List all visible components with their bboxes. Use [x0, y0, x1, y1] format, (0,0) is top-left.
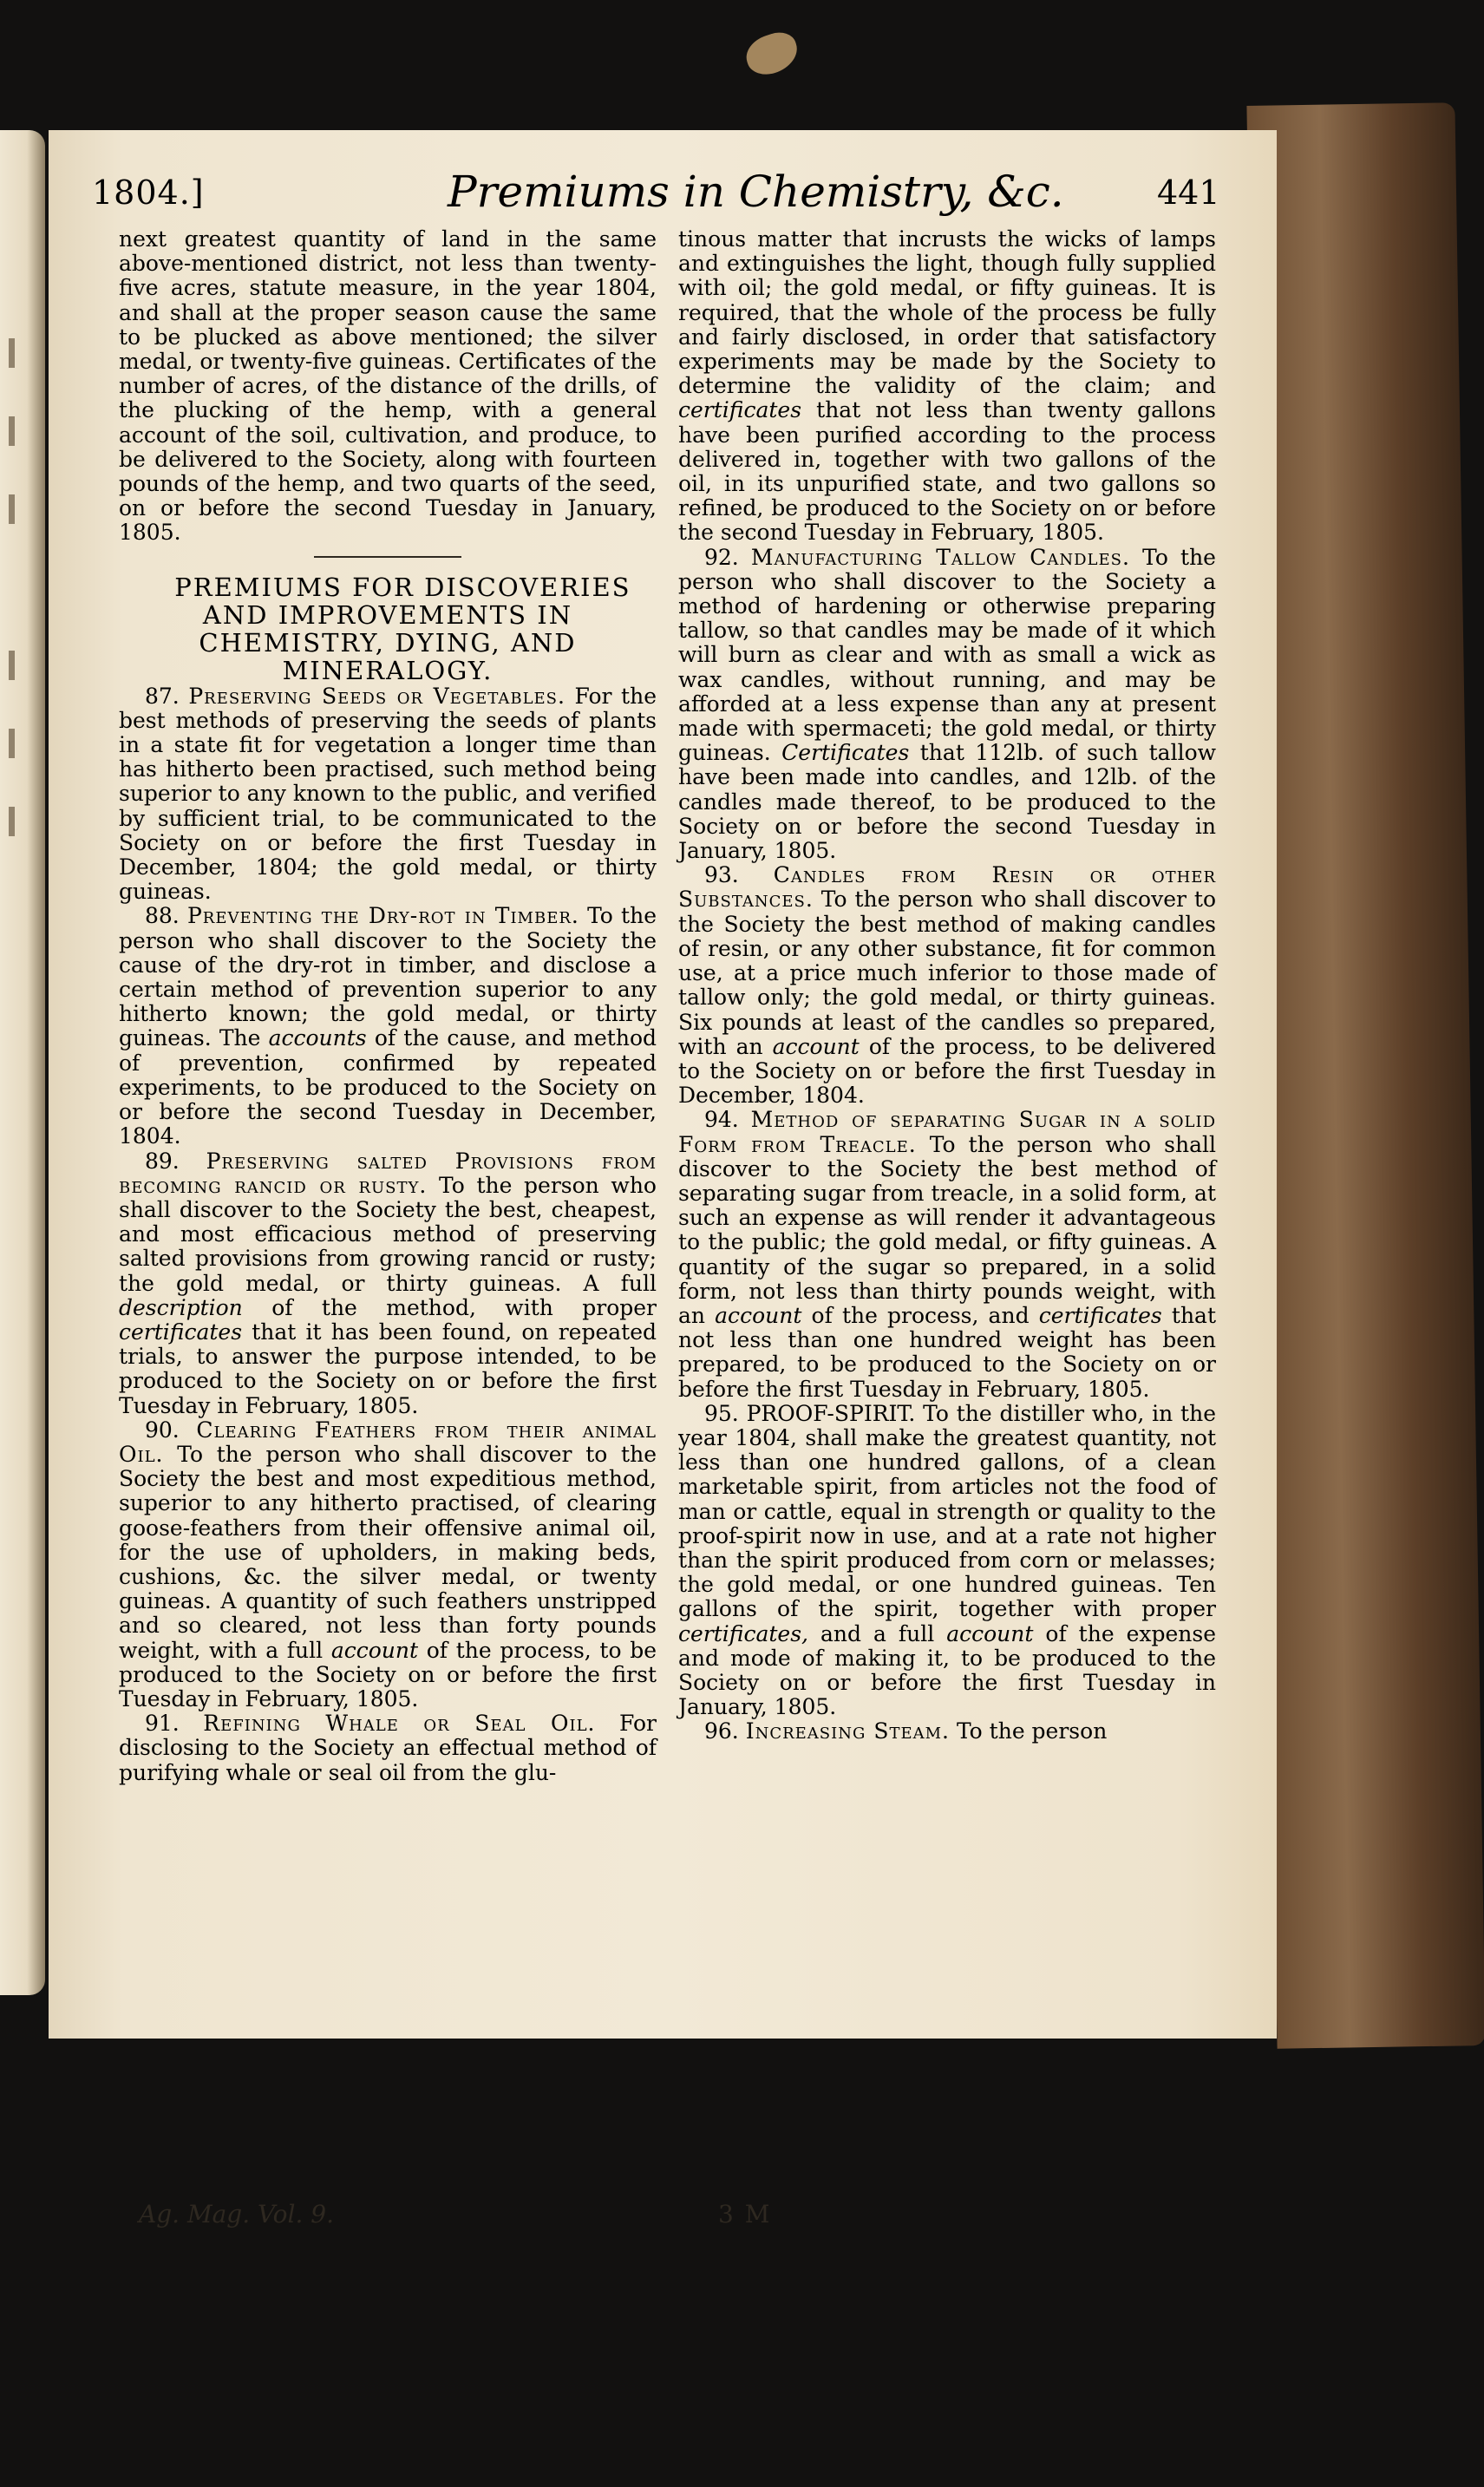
item-body-italic: certificates, [678, 1620, 808, 1646]
footer-journal-reference: Ag. Mag. Vol. 9. [139, 2200, 335, 2228]
item-body-italic: accounts [268, 1025, 367, 1051]
item-body-italic: Certificates [781, 740, 910, 766]
item-body: of the cause, and method of prevention, confirmed by repeated experiments, to be produced to the Society on or before the second Tuesday in December, 1804. [119, 1025, 657, 1149]
running-header [49, 167, 1220, 219]
section-heading: PREMIUMS FOR DISCOVERIES AND IMPROVEMENTS IN CHEMISTRY, DYING, AND MINERALOGY. [174, 572, 631, 685]
premium-item-92 [678, 546, 1216, 864]
header-date: 1804.] [92, 173, 205, 212]
intro-paragraph: next greatest quantity of land in the same above-mentioned district, not less than twenty-five acres, statute measure, in the year 1804, and shall at the proper season cause the same to be plucked as above mentioned; the silver medal, or twenty-five guineas. Certificates of the number of acres, of the distance of the drills, of the plucking of the hemp, with a general account of the soil, cultivation, and produce, to be delivered to the Society, along with fourteen pounds of the hemp, and two quarts of the seed, on or before the second Tuesday in January, 1805. [119, 226, 657, 546]
item-body: To the person who shall discover to the Society the best method of making candles of resin, or any other substance, fit for common use, at a price much inferior to those made of tallow only; the gold medal, or thirty guineas. Six pounds at least of the candles so prepared, with an [678, 887, 1216, 1059]
item-body-italic: certificates [678, 397, 802, 423]
premium-item-91 [119, 1711, 657, 1785]
book-cover-board [1246, 102, 1484, 2048]
item-body-italic: account [330, 1637, 419, 1663]
item-body: of the method, with proper [271, 1294, 657, 1320]
item-title: Preventing the Dry-rot in Timber. [186, 903, 579, 929]
section-divider [314, 556, 461, 558]
right-column [678, 227, 1216, 1744]
item-number: 95. [704, 1400, 739, 1426]
item-number: 87. [145, 683, 180, 709]
item-body: To the person who shall discover to the Society a method of hardening or otherwise preparing tallow, so that candles may be made of it which will burn as clear and with as small a wick as wax candles, without running, and may be afforded at a less expense than any at present made with spermaceti; the gold medal, or thirty guineas. [678, 544, 1216, 766]
item-number: 89. [145, 1148, 180, 1174]
item-number: 94. [704, 1107, 739, 1133]
item-body: To the person [956, 1718, 1108, 1744]
premium-item-89 [119, 1149, 657, 1418]
item-body: of the process, to be delivered to the Society on or before the first Tuesday in December, 1804. [678, 1033, 1216, 1109]
premium-item-96 [678, 1719, 1216, 1744]
left-column [119, 227, 657, 1785]
item-body: that 112lb. of such tallow have been made into candles, and 12lb. of the candles made thereof, to be produced to the Society on or before the second Tuesday in January, 1805. [678, 740, 1217, 864]
item-body: that not less than one hundred weight has been prepared, to be produced to the Society on or before the first Tuesday in February, 1805. [678, 1302, 1217, 1402]
item-number: 88. [145, 903, 180, 929]
item-body: To the person who shall discover to the Society the best method of separating sugar from treacle, in a solid form, at such an expense as will render it advantageous to the public; the gold medal, or fifty guineas. A quantity of the sugar so prepared, in a solid form, not less than thirty pounds weight, with an [678, 1131, 1217, 1328]
item-number: 91. [145, 1711, 180, 1737]
header-title: Premiums in Chemistry, &c. [448, 167, 1064, 217]
item-title: Preserving salted Provisions from becoming rancid or rusty. [119, 1148, 657, 1198]
item-body: and a full [820, 1620, 935, 1646]
footer-signature-mark: 3 M [718, 2200, 772, 2228]
item-body: of the process, to be produced to the Society on or before the first Tuesday in February, 1805. [119, 1637, 657, 1711]
item-body: that it has been found, on repeated trials, to answer the purpose intended, to be produced to the Society on or before the first Tuesday in February, 1805. [119, 1319, 657, 1418]
item-body-italic: account [715, 1302, 802, 1328]
item-title: Candles from Resin or other Substances. [678, 862, 1216, 913]
item-91-continuation [678, 227, 1216, 546]
book-spine-fragment [742, 28, 803, 80]
item-body: To the distiller who, in the year 1804, shall make the greatest quantity, not less than one hundred gallons, of a clean marketable spirit, from articles not the food of man or cattle, equal in strength or quality to the proof-spirit now in use, and at a rate not higher than the spirit produced from corn or melasses; the gold medal, or one hundred guineas. Ten gallons of the spirit, together with proper [678, 1400, 1216, 1622]
item-number: 92. [704, 544, 739, 570]
item-title: Manufacturing Tallow Candles. [750, 544, 1130, 570]
item-body: tinous matter that incrusts the wicks of lamps and extinguishes the light, though fully supplied with oil; the gold medal, or fifty guineas. It is required, that the whole of the process be fully and fairly disclosed, in order that satisfactory experiments may be made by the Society to determine the validity of the claim; and [678, 226, 1216, 399]
item-number: 90. [145, 1417, 180, 1443]
item-title: Preserving Seeds or Vegetables. [188, 683, 565, 709]
premium-item-95 [678, 1402, 1216, 1720]
item-title: Method of separating Sugar in a solid Form from Treacle. [678, 1107, 1217, 1157]
premium-item-93 [678, 863, 1216, 1108]
item-body: of the expense and mode of making it, to be produced to the Society on or before the first Tuesday in January, 1805. [678, 1620, 1217, 1720]
premium-item-90 [119, 1418, 657, 1711]
item-title: Increasing Steam. [745, 1718, 950, 1744]
item-body: For disclosing to the Society an effectual method of purifying whale or seal oil from the glu- [119, 1711, 657, 1785]
premium-item-87 [119, 684, 657, 905]
item-body: To the person who shall discover to the Society the best and most expeditious method, superior to any hitherto practised, of clearing goose-feathers from their offensive animal oil, for the use of upholders, in making beds, cushions, &c. the silver medal, or twenty guineas. A quantity of such feathers unstripped and so cleared, not less than forty pounds weight, with a full [119, 1441, 657, 1663]
item-body: To the person who shall discover to the Society the best, cheapest, and most efficacious method of preserving salted provisions from growing rancid or rusty; the gold medal, or thirty guineas. A full [119, 1172, 657, 1296]
item-title: Clearing Feathers from their animal Oil. [119, 1417, 657, 1467]
item-body: To the person who shall discover to the Society the cause of the dry-rot in timber, and disclose a certain method of prevention superior to any hitherto known; the gold medal, or thirty guineas. The [119, 903, 657, 1051]
item-number: 93. [704, 862, 739, 888]
item-title: Refining Whale or Seal Oil. [203, 1711, 596, 1737]
item-body: that not less than twenty gallons have been purified according to the process delivered in, together with two gallons of the oil, in its unpurified state, and two gallons so refined, be produced to the Society on or before the second Tuesday in February, 1805. [678, 397, 1216, 546]
item-body-italic: account [772, 1033, 860, 1059]
item-body-italic: certificates [119, 1319, 243, 1345]
premium-item-94 [678, 1108, 1216, 1401]
item-title: PROOF-SPIRIT. [746, 1400, 916, 1426]
item-body-italic: description [119, 1294, 243, 1320]
item-body-italic: certificates [1038, 1302, 1162, 1328]
previous-page-edge [0, 130, 45, 1995]
item-body: of the process, and [811, 1302, 1030, 1328]
page-number: 441 [1157, 173, 1220, 212]
item-body-italic: account [946, 1620, 1034, 1646]
premium-item-88 [119, 904, 657, 1149]
item-number: 96. [704, 1718, 739, 1744]
item-body: For the best methods of preserving the seeds of plants in a state fit for vegetation a longer time than has hitherto been practised, such method being superior to any known to the public, and verified by sufficient trial, to be communicated to the Society on or before the first Tuesday in December, 1804; the gold medal, or thirty guineas. [119, 683, 657, 905]
